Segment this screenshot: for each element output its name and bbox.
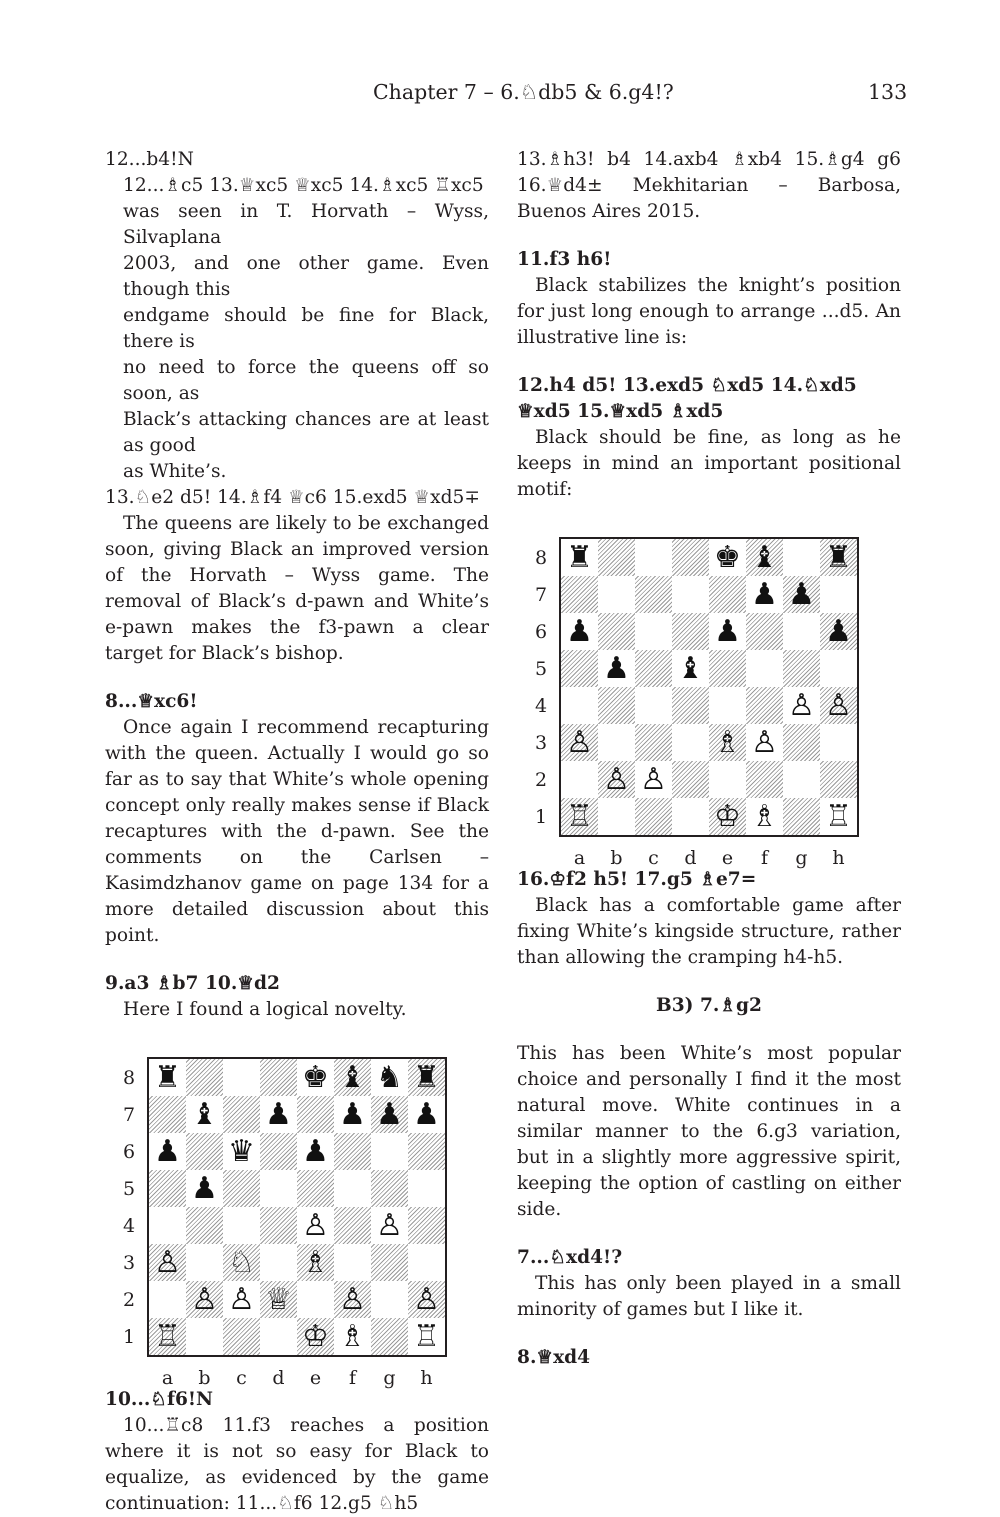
chess-piece: ♚ — [302, 1059, 329, 1095]
move-heading: 8...♕xc6! — [105, 691, 198, 712]
note-line: no need to force the queens off so soon, as — [123, 357, 489, 404]
chess-diagram-2 — [517, 517, 901, 867]
board-square-e2 — [297, 1281, 334, 1318]
rank-label: 6 — [534, 621, 548, 643]
board-square-b2 — [186, 1281, 223, 1318]
board-square-e7 — [709, 576, 746, 613]
chess-piece: ♟ — [714, 613, 741, 649]
board-square-b2 — [598, 761, 635, 798]
chess-piece: ♘ — [228, 1244, 255, 1280]
board-square-g4 — [371, 1207, 408, 1244]
rank-label: 3 — [534, 732, 548, 754]
paragraph: The queens are likely to be exchanged soon, giving Black an improved version of the Horvath – Wyss game. The removal of Black’s d-pawn and White’s e-pawn makes the f3-pawn a clear target for Black’s bishop. — [105, 513, 489, 664]
chess-piece: ♟ — [265, 1096, 292, 1132]
chess-piece: ♟ — [191, 1170, 218, 1206]
chess-piece: ♖ — [413, 1318, 440, 1354]
board-square-a6 — [149, 1133, 186, 1170]
chess-piece: ♜ — [825, 539, 852, 575]
chess-piece: ♙ — [376, 1207, 403, 1243]
chess-piece: ♝ — [751, 539, 778, 575]
board-square-a7 — [561, 576, 598, 613]
file-label: d — [272, 1367, 285, 1389]
board-square-g5 — [371, 1170, 408, 1207]
chess-piece: ♚ — [714, 539, 741, 575]
rank-label: 1 — [534, 806, 548, 828]
board-square-c7 — [635, 576, 672, 613]
chess-piece: ♙ — [191, 1281, 218, 1317]
chess-piece: ♕ — [265, 1281, 292, 1317]
board-square-a8 — [149, 1059, 186, 1096]
board-square-c5 — [223, 1170, 260, 1207]
board-square-a4 — [149, 1207, 186, 1244]
board-square-c1 — [223, 1318, 260, 1355]
paragraph: This has only been played in a small minority of games but I like it. — [517, 1273, 901, 1320]
board-square-f4 — [334, 1207, 371, 1244]
chess-piece: ♙ — [640, 761, 667, 797]
chess-piece: ♖ — [154, 1318, 181, 1354]
file-label: a — [573, 847, 586, 869]
file-label: b — [198, 1367, 211, 1389]
file-label: e — [721, 847, 734, 869]
file-label: d — [684, 847, 697, 869]
board-square-h8 — [408, 1059, 445, 1096]
board-square-g3 — [371, 1244, 408, 1281]
chess-piece: ♜ — [413, 1059, 440, 1095]
board-square-e4 — [709, 687, 746, 724]
board-square-b4 — [186, 1207, 223, 1244]
paragraph: Black should be fine, as long as he keeps in mind an important positional motif: — [517, 427, 901, 500]
paragraph: 13.♗h3! b4 14.axb4 ♗xb4 15.♗g4 g6 16.♕d4± Mekhitarian – Barbosa, Buenos Aires 2015. — [517, 149, 901, 222]
rank-label: 5 — [534, 658, 548, 680]
board-square-e5 — [297, 1170, 334, 1207]
board-square-d7 — [672, 576, 709, 613]
paragraph: Black has a comfortable game after fixing White’s kingside structure, rather than allowing the cramping h4-h5. — [517, 895, 901, 968]
board-square-a5 — [561, 650, 598, 687]
board-square-e3 — [297, 1244, 334, 1281]
chess-piece: ♔ — [302, 1318, 329, 1354]
board-square-b5 — [598, 650, 635, 687]
board-square-b8 — [598, 539, 635, 576]
board-square-g7 — [371, 1096, 408, 1133]
board-square-b1 — [186, 1318, 223, 1355]
board-square-a3 — [561, 724, 598, 761]
chess-piece: ♙ — [788, 687, 815, 723]
file-label: b — [610, 847, 623, 869]
board-square-d4 — [672, 687, 709, 724]
chess-piece: ♟ — [566, 613, 593, 649]
board-square-d1 — [672, 798, 709, 835]
board-square-g4 — [783, 687, 820, 724]
paragraph: Black stabilizes the knight’s position for just long enough to arrange ...d5. An illustrative line is: — [517, 275, 901, 348]
board-square-d4 — [260, 1207, 297, 1244]
board-square-b7 — [598, 576, 635, 613]
chess-piece: ♙ — [154, 1244, 181, 1280]
rank-label: 3 — [122, 1252, 136, 1274]
board-square-f2 — [334, 1281, 371, 1318]
board-square-c2 — [223, 1281, 260, 1318]
rank-label: 1 — [122, 1326, 136, 1348]
chess-board — [147, 1057, 447, 1357]
board-square-c3 — [635, 724, 672, 761]
chess-piece: ♗ — [714, 724, 741, 760]
note-line: 12...♗c5 13.♕xc5 ♕xc5 14.♗xc5 ♖xc5 — [123, 175, 484, 196]
board-square-b1 — [598, 798, 635, 835]
board-square-f3 — [746, 724, 783, 761]
board-square-g7 — [783, 576, 820, 613]
chess-piece: ♟ — [376, 1096, 403, 1132]
board-square-c8 — [223, 1059, 260, 1096]
chess-piece: ♛ — [228, 1133, 255, 1169]
board-square-f3 — [334, 1244, 371, 1281]
board-square-c4 — [635, 687, 672, 724]
rank-label: 8 — [122, 1067, 136, 1089]
board-square-d5 — [672, 650, 709, 687]
file-label: c — [236, 1367, 247, 1389]
board-square-d2 — [672, 761, 709, 798]
board-square-f5 — [746, 650, 783, 687]
board-square-a7 — [149, 1096, 186, 1133]
board-square-h6 — [820, 613, 857, 650]
move-heading: 10...♘f6!N — [105, 1389, 214, 1410]
board-square-g1 — [371, 1318, 408, 1355]
board-square-f6 — [334, 1133, 371, 1170]
board-square-d6 — [260, 1133, 297, 1170]
board-square-a3 — [149, 1244, 186, 1281]
rank-label: 5 — [122, 1178, 136, 1200]
board-square-e3 — [709, 724, 746, 761]
section-title: B3) 7.♗g2 — [656, 995, 762, 1016]
board-square-b4 — [598, 687, 635, 724]
move-heading: 12.h4 d5! 13.exd5 ♘xd5 14.♘xd5 ♕xd5 15.♕xd5 ♗xd5 — [517, 375, 857, 422]
board-square-e4 — [297, 1207, 334, 1244]
board-square-f2 — [746, 761, 783, 798]
board-square-b7 — [186, 1096, 223, 1133]
board-square-h8 — [820, 539, 857, 576]
board-square-g6 — [371, 1133, 408, 1170]
paragraph: This has been White’s most popular choice and personally I find it the most natural move. White continues in a similar manner to the 6.g3 variation, but in a slightly more aggressive spirit, keeping the option of castling on either side. — [517, 1043, 901, 1220]
board-square-f8 — [746, 539, 783, 576]
board-square-f7 — [334, 1096, 371, 1133]
move-heading: 7...♘xd4!? — [517, 1247, 623, 1268]
chess-piece: ♙ — [302, 1207, 329, 1243]
board-square-d2 — [260, 1281, 297, 1318]
board-square-a2 — [561, 761, 598, 798]
board-square-d5 — [260, 1170, 297, 1207]
board-square-a1 — [149, 1318, 186, 1355]
board-square-c3 — [223, 1244, 260, 1281]
chess-piece: ♝ — [677, 650, 704, 686]
board-square-d8 — [260, 1059, 297, 1096]
board-square-a8 — [561, 539, 598, 576]
board-square-h7 — [408, 1096, 445, 1133]
rank-label: 8 — [534, 547, 548, 569]
page-header — [0, 80, 1000, 110]
rank-label: 4 — [534, 695, 548, 717]
chapter-title: Chapter 7 – 6.♘db5 & 6.g4!? — [373, 80, 674, 104]
file-label: e — [309, 1367, 322, 1389]
page-number: 133 — [868, 80, 908, 104]
chess-piece: ♙ — [413, 1281, 440, 1317]
board-square-d1 — [260, 1318, 297, 1355]
board-square-h5 — [820, 650, 857, 687]
board-square-h4 — [408, 1207, 445, 1244]
board-square-a5 — [149, 1170, 186, 1207]
chess-piece: ♟ — [603, 650, 630, 686]
board-square-g3 — [783, 724, 820, 761]
board-square-h2 — [820, 761, 857, 798]
board-square-c4 — [223, 1207, 260, 1244]
board-square-g8 — [783, 539, 820, 576]
board-square-d3 — [672, 724, 709, 761]
note-line: as White’s. — [123, 461, 227, 482]
board-square-h4 — [820, 687, 857, 724]
chess-piece: ♟ — [751, 576, 778, 612]
chess-piece: ♜ — [154, 1059, 181, 1095]
board-square-e7 — [297, 1096, 334, 1133]
board-square-c8 — [635, 539, 672, 576]
board-square-g8 — [371, 1059, 408, 1096]
chess-piece: ♙ — [339, 1281, 366, 1317]
note-line: 2003, and one other game. Even though this — [123, 253, 489, 300]
chess-piece: ♖ — [566, 798, 593, 834]
file-label: a — [161, 1367, 174, 1389]
board-square-h7 — [820, 576, 857, 613]
chess-piece: ♙ — [603, 761, 630, 797]
board-square-d7 — [260, 1096, 297, 1133]
board-square-a6 — [561, 613, 598, 650]
board-square-h5 — [408, 1170, 445, 1207]
board-square-e6 — [297, 1133, 334, 1170]
board-square-f5 — [334, 1170, 371, 1207]
chess-piece: ♙ — [228, 1281, 255, 1317]
move-heading: 8.♕xd4 — [517, 1347, 591, 1368]
board-square-g2 — [783, 761, 820, 798]
board-square-e2 — [709, 761, 746, 798]
board-square-g1 — [783, 798, 820, 835]
board-square-f1 — [746, 798, 783, 835]
board-square-g2 — [371, 1281, 408, 1318]
chess-piece: ♗ — [339, 1318, 366, 1354]
board-square-b3 — [598, 724, 635, 761]
rank-label: 7 — [122, 1104, 136, 1126]
right-column — [517, 147, 901, 1371]
file-label: g — [795, 847, 808, 869]
board-square-c1 — [635, 798, 672, 835]
board-square-d8 — [672, 539, 709, 576]
board-square-a2 — [149, 1281, 186, 1318]
board-square-c6 — [223, 1133, 260, 1170]
file-label: f — [348, 1367, 357, 1389]
chess-piece: ♙ — [566, 724, 593, 760]
left-column — [105, 147, 489, 1517]
board-square-f1 — [334, 1318, 371, 1355]
board-square-h2 — [408, 1281, 445, 1318]
board-square-h1 — [408, 1318, 445, 1355]
board-square-e5 — [709, 650, 746, 687]
chess-piece: ♟ — [154, 1133, 181, 1169]
chess-piece: ♙ — [825, 687, 852, 723]
rank-label: 4 — [122, 1215, 136, 1237]
move-heading: 16.♔f2 h5! 17.g5 ♗e7= — [517, 869, 757, 890]
chess-piece: ♗ — [751, 798, 778, 834]
move-heading: 9.a3 ♗b7 10.♕d2 — [105, 973, 280, 994]
chess-piece: ♜ — [566, 539, 593, 575]
rank-label: 7 — [534, 584, 548, 606]
board-square-c7 — [223, 1096, 260, 1133]
board-square-c5 — [635, 650, 672, 687]
board-square-f8 — [334, 1059, 371, 1096]
rank-label: 6 — [122, 1141, 136, 1163]
board-square-b5 — [186, 1170, 223, 1207]
chess-piece: ♟ — [302, 1133, 329, 1169]
file-label: c — [648, 847, 659, 869]
note-line: was seen in T. Horvath – Wyss, Silvaplana — [123, 201, 489, 248]
file-label: h — [420, 1367, 433, 1389]
board-square-f7 — [746, 576, 783, 613]
move-heading: 11.f3 h6! — [517, 249, 612, 270]
board-square-g5 — [783, 650, 820, 687]
board-square-b8 — [186, 1059, 223, 1096]
chess-piece: ♖ — [825, 798, 852, 834]
note-line: Black’s attacking chances are at least as good — [123, 409, 489, 456]
board-square-b6 — [186, 1133, 223, 1170]
board-square-f4 — [746, 687, 783, 724]
board-square-e6 — [709, 613, 746, 650]
board-square-h6 — [408, 1133, 445, 1170]
board-square-c6 — [635, 613, 672, 650]
chess-piece: ♝ — [191, 1096, 218, 1132]
board-square-f6 — [746, 613, 783, 650]
board-square-g6 — [783, 613, 820, 650]
chess-piece: ♟ — [788, 576, 815, 612]
chess-piece: ♞ — [376, 1059, 403, 1095]
board-square-c2 — [635, 761, 672, 798]
board-square-d6 — [672, 613, 709, 650]
board-square-e1 — [709, 798, 746, 835]
board-square-b6 — [598, 613, 635, 650]
board-square-d3 — [260, 1244, 297, 1281]
chess-piece: ♟ — [825, 613, 852, 649]
chess-piece: ♗ — [302, 1244, 329, 1280]
rank-label: 2 — [122, 1289, 136, 1311]
note-block — [105, 173, 489, 485]
board-square-a1 — [561, 798, 598, 835]
chess-piece: ♝ — [339, 1059, 366, 1095]
board-square-e8 — [297, 1059, 334, 1096]
move-12b4: 12...b4!N — [105, 149, 194, 170]
chess-piece: ♟ — [413, 1096, 440, 1132]
chess-diagram-1 — [105, 1037, 489, 1387]
board-square-h1 — [820, 798, 857, 835]
board-square-e8 — [709, 539, 746, 576]
board-square-e1 — [297, 1318, 334, 1355]
paragraph: 10...♖c8 11.f3 reaches a position where it is not so easy for Black to equalize, as evidenced by the game continuation: 11...♘f6 12.g5 ♘h5 — [105, 1415, 489, 1514]
board-square-a4 — [561, 687, 598, 724]
line-13ne2: 13.♘e2 d5! 14.♗f4 ♕c6 15.exd5 ♕xd5∓ — [105, 487, 480, 508]
note-line: endgame should be fine for Black, there is — [123, 305, 489, 352]
chess-piece: ♔ — [714, 798, 741, 834]
chess-piece: ♙ — [751, 724, 778, 760]
chess-board — [559, 537, 859, 837]
file-label: h — [832, 847, 845, 869]
board-square-b3 — [186, 1244, 223, 1281]
file-label: g — [383, 1367, 396, 1389]
file-label: f — [760, 847, 769, 869]
rank-label: 2 — [534, 769, 548, 791]
paragraph: Once again I recommend recapturing with the queen. Actually I would go so far as to say that White’s whole opening concept only really makes sense if Black recaptures with the d-pawn. See the comments on the Carlsen – Kasimdzhanov game on page 134 for a more detailed discussion about this point. — [105, 717, 489, 946]
board-square-h3 — [820, 724, 857, 761]
board-square-h3 — [408, 1244, 445, 1281]
chess-piece: ♟ — [339, 1096, 366, 1132]
paragraph: Here I found a logical novelty. — [123, 999, 407, 1020]
